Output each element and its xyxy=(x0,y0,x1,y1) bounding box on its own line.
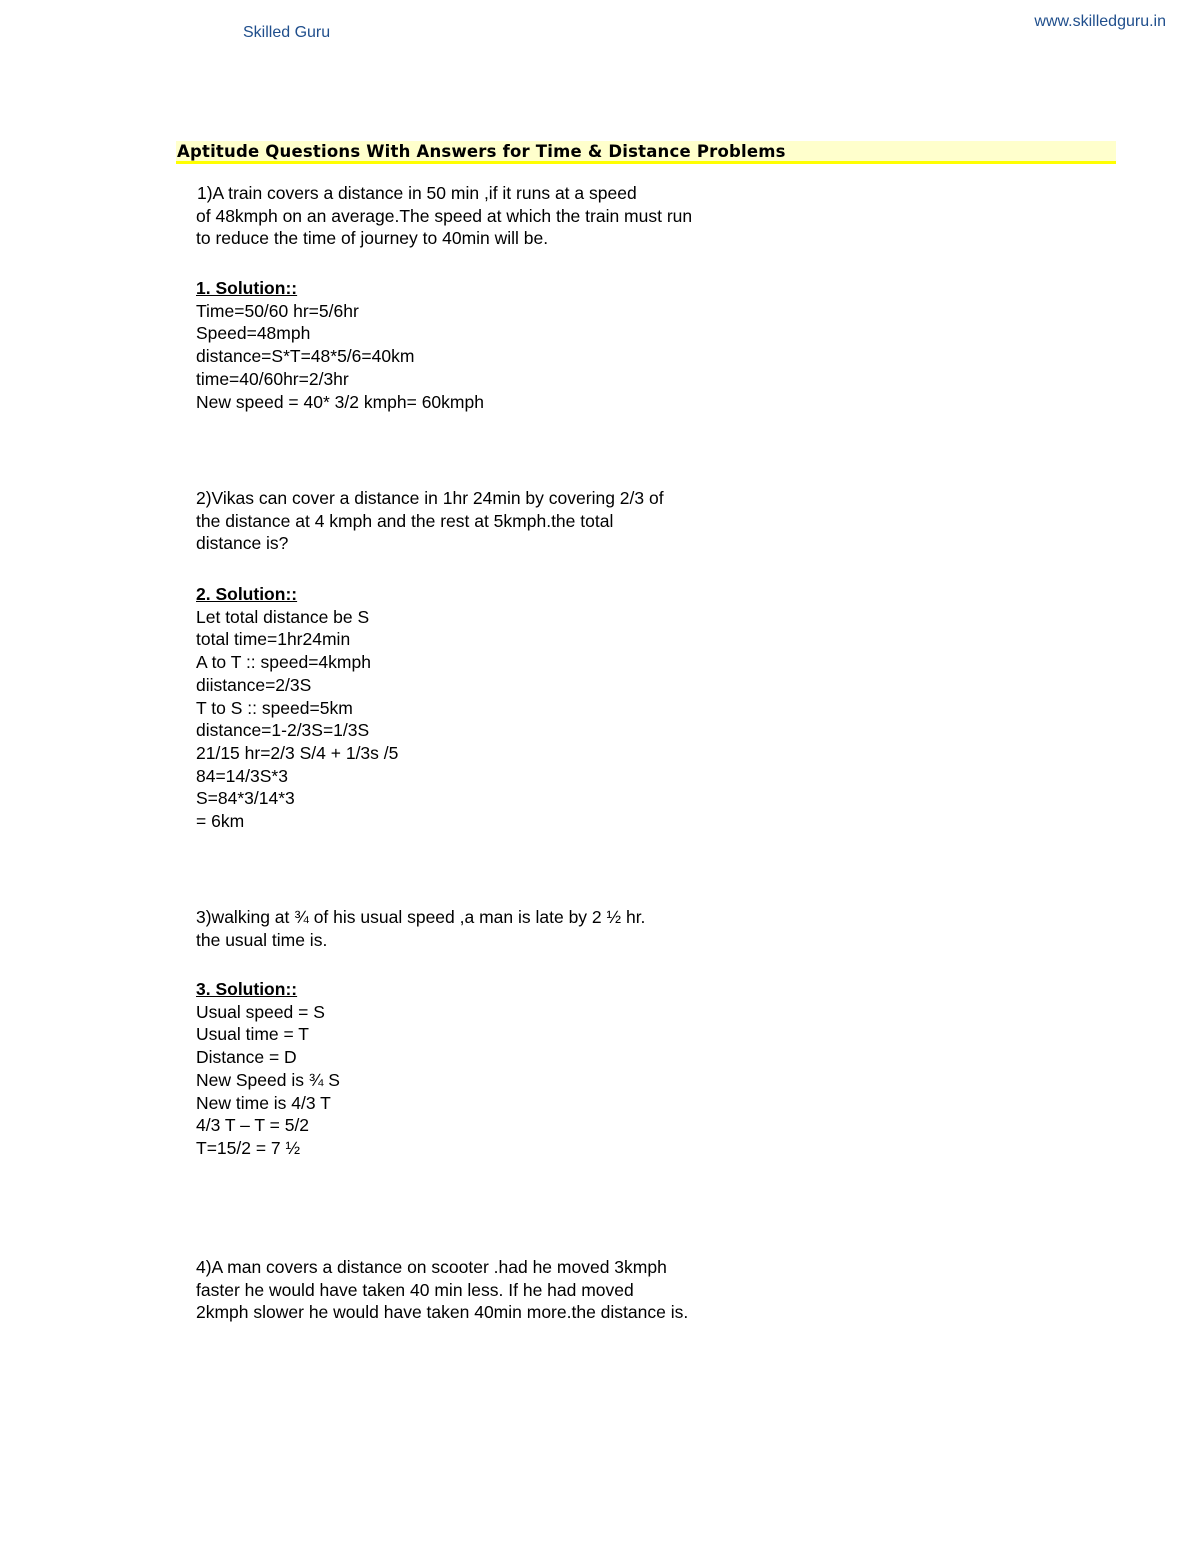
question-2 xyxy=(196,487,664,555)
brand-name: Skilled Guru xyxy=(243,24,331,41)
solution-line: 21/15 hr=2/3 S/4 + 1/3s /5 xyxy=(196,742,399,763)
solution-line: Usual speed = S xyxy=(196,1001,325,1022)
question-line: the usual time is. xyxy=(196,929,328,950)
solution-line: 84=14/3S*3 xyxy=(196,765,288,786)
solution-1 xyxy=(196,277,484,413)
question-3 xyxy=(196,906,645,951)
solution-line: 4/3 T – T = 5/2 xyxy=(196,1115,310,1136)
question-line: 4)A man covers a distance on scooter .had he moved 3kmph xyxy=(196,1257,667,1277)
solution-line: New time is 4/3 T xyxy=(196,1092,331,1113)
solution-line: time=40/60hr=2/3hr xyxy=(196,368,349,389)
solution-line: New speed = 40* 3/2 kmph= 60kmph xyxy=(196,391,484,412)
question-line: to reduce the time of journey to 40min will be. xyxy=(196,228,549,249)
question-4 xyxy=(196,1256,688,1324)
title-banner xyxy=(176,141,1116,164)
solution-2 xyxy=(196,583,398,833)
solution-line: total time=1hr24min xyxy=(196,629,351,650)
solution-line: = 6km xyxy=(196,811,245,832)
question-line: distance is? xyxy=(196,533,289,554)
solution-line: diistance=2/3S xyxy=(196,674,312,695)
question-1 xyxy=(196,182,692,250)
solution-heading: 2. Solution:: xyxy=(196,584,298,604)
question-line: faster he would have taken 40 min less. If he had moved xyxy=(196,1279,634,1300)
question-line: 1)A train covers a distance in 50 min ,if it runs at a speed xyxy=(197,183,637,203)
solution-line: distance=1-2/3S=1/3S xyxy=(196,720,370,741)
solution-heading: 3. Solution:: xyxy=(196,979,298,999)
solution-line: S=84*3/14*3 xyxy=(196,788,295,809)
question-line: of 48kmph on an average.The speed at which the train must run xyxy=(196,205,693,226)
website-link[interactable]: www.skilledguru.in xyxy=(1034,13,1166,30)
solution-line: Time=50/60 hr=5/6hr xyxy=(196,300,359,321)
solution-line: New Speed is ¾ S xyxy=(196,1069,340,1090)
question-line: 2)Vikas can cover a distance in 1hr 24min by covering 2/3 of xyxy=(196,488,664,508)
question-line: the distance at 4 kmph and the rest at 5kmph.the total xyxy=(196,510,614,531)
solution-3 xyxy=(196,978,340,1160)
solution-line: Usual time = T xyxy=(196,1024,309,1045)
solution-line: A to T :: speed=4kmph xyxy=(196,652,371,673)
solution-line: T to S :: speed=5km xyxy=(196,697,353,718)
solution-line: distance=S*T=48*5/6=40km xyxy=(196,346,415,367)
solution-heading: 1. Solution:: xyxy=(196,278,298,298)
page-title: Aptitude Questions With Answers for Time & Distance Problems xyxy=(177,142,786,161)
solution-line: Speed=48mph xyxy=(196,323,311,344)
solution-line: T=15/2 = 7 ½ xyxy=(196,1137,301,1158)
question-line: 3)walking at ¾ of his usual speed ,a man is late by 2 ½ hr. xyxy=(196,907,646,927)
solution-line: Let total distance be S xyxy=(196,606,370,627)
question-line: 2kmph slower he would have taken 40min more.the distance is. xyxy=(196,1302,689,1323)
solution-line: Distance = D xyxy=(196,1047,297,1068)
